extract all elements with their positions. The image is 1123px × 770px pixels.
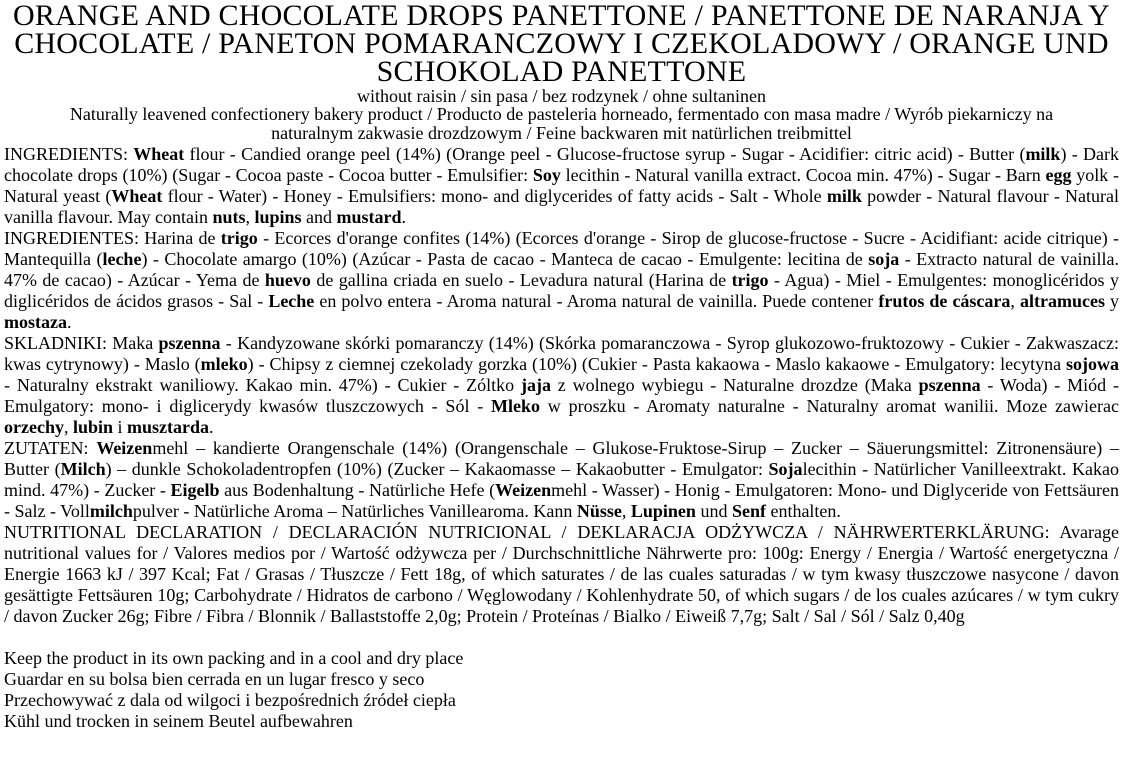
allergen-text: Milch (60, 459, 106, 479)
allergen-text: leche (102, 249, 142, 269)
allergen-text: musztarda (127, 417, 210, 437)
allergen-text: milch (89, 501, 133, 521)
allergen-text: mleko (200, 354, 248, 374)
allergen-text: lubin (72, 417, 114, 437)
allergen-text: Weizen (96, 438, 153, 458)
allergen-text: altramuces (1019, 291, 1105, 311)
allergen-text: sojowa (1065, 354, 1119, 374)
allergen-text: Lupinen (630, 501, 696, 521)
product-title: ORANGE AND CHOCOLATE DROPS PANETTONE / PANETTONE DE NARANJA Y CHOCOLATE / PANETON POMARANCZOWY I CZEKOLADOWY / ORANGE UND SCHOKOLAD PANETTONE (12, 0, 1110, 88)
allergen-text: Leche (268, 291, 315, 311)
allergen-text: jaja (520, 375, 551, 395)
allergen-text: trigo (220, 228, 258, 248)
allergen-text: mostaza (4, 312, 67, 332)
product-description: Naturally leavened confectionery bakery product / Producto de pasteleria horneado, fermentado con masa madre / Wyrób piekarniczy na naturalnym zakwasie drozdzowym / Feine backwaren mit natürlichen treibmittel (69, 104, 1054, 143)
nutrition-declaration: NUTRITIONAL DECLARATION / DECLARACIÓN NUTRICIONAL / DEKLARACJA ODŻYWCZA / NÄHRWERTERKLÄRUNG: Avarage nutritional values for / Valores medios por / Wartość odżywcza per / Durchschnittliche Nährwerte pro: 100g: Energy / Energia / Wartość energetyczna / Energie 1663 kJ / 397 Kcal; Fat / Grasas / Tłuszcze / Fett 18g, of which saturates / de las cuales saturadas / w tym kwasy tłuszczowe nasycone / davon gesättigte Fettsäuren 10g; Carbohydrate / Hidratos de carbono / Węglowodany / Kohlenhydrate 50, of which sugars / de los cuales azúcares / w tym cukry / davon Zucker 26g; Fibre / Fibra / Blonnik / Ballaststoffe 2,0g; Protein / Proteínas / Bialko / Eiweiß 7,7g; Salt / Sal / Sól / Salz 0,40g (4, 522, 1119, 626)
allergen-text: milk (826, 186, 862, 206)
allergen-text: frutos de cáscara (878, 291, 1011, 311)
allergen-text: Soja (768, 459, 803, 479)
ingredients-english: INGREDIENTS: Wheat flour - Candied orange peel (14%) (Orange peel - Glucose-fructose syrup - Sugar - Acidifier: citric acid) - Butter (milk) - Dark chocolate drops (10%) (Sugar - Cocoa paste - Cocoa butter - Emulsifier: Soy lecithin - Natural vanilla extract. Cocoa min. 47%) - Sugar - Barn egg yolk - Natural yeast (Wheat flour - Water) - Honey - Emulsifiers: mono- and diglycerides of fatty acids - Salt - Whole milk powder - Natural flavour - Natural vanilla flavour. May contain nuts, lupins and mustard. (4, 144, 1120, 227)
product-subtitle: without raisin / sin pasa / bez rodzynek / ohne sultaninen (357, 86, 766, 106)
allergen-text: Mleko (491, 396, 541, 416)
ingredients-spanish: INGREDIENTES: Harina de trigo - Ecorces d'orange confites (14%) (Ecorces d'orange - Sirop de glucose-fructose - Sucre - Acidifiant: acide citrique) - Mantequilla (leche) - Chocolate amargo (10%) (Azúcar - Pasta de cacao - Manteca de cacao - Emulgente: lecitina de soja - Extracto natural de vainilla. 47% de cacao) - Azúcar - Yema de huevo de gallina criada en suelo - Levadura natural (Harina de trigo - Agua) - Miel - Emulgentes: monoglicéridos y diglicéridos de ácidos grasos - Sal - Leche en polvo entera - Aroma natural - Aroma natural de vainilla. Puede contener frutos de cáscara, altramuces y mostaza. (4, 228, 1120, 332)
storage-spanish: Guardar en su bolsa bien cerrada en un lugar fresco y seco (4, 669, 425, 689)
allergen-text: Wheat (111, 186, 163, 206)
product-label (0, 2, 1123, 770)
allergen-text: Weizen (495, 480, 552, 500)
allergen-text: orzechy (4, 417, 64, 437)
storage-english: Keep the product in its own packing and in a cool and dry place (4, 648, 464, 668)
allergen-text: huevo (264, 270, 311, 290)
allergen-text: Soy (532, 165, 561, 185)
spacer (4, 627, 1119, 648)
allergen-text: nuts (212, 207, 246, 227)
allergen-text: Nüsse (576, 501, 622, 521)
storage-instructions (4, 648, 1119, 732)
allergen-text: Senf (731, 501, 766, 521)
allergen-text: Eigelb (170, 480, 220, 500)
allergen-text: trigo (731, 270, 769, 290)
allergen-text: soja (868, 249, 900, 269)
allergen-text: mustard (336, 207, 402, 227)
allergen-text: pszenna (918, 375, 981, 395)
ingredients-polish: SKLADNIKI: Maka pszenna - Kandyzowane skórki pomaranczy (14%) (Skórka pomaranczowa - Syrop glukozowo-fruktozowy - Cukier - Zakwaszacz: kwas cytrynowy) - Maslo (mleko) - Chipsy z ciemnej czekolady gorzka (10%) (Cukier - Pasta kakaowa - Maslo kakaowe - Emulgatory: lecytyna sojowa - Naturalny ekstrakt waniliowy. Kakao min. 47%) - Cukier - Zóltko jaja z wolnego wybiegu - Naturalne drozdze (Maka pszenna - Woda) - Miód - Emulgatory: mono- i diglicerydy kwasów tluszczowych - Sól - Mleko w proszku - Aromaty naturalne - Naturalny aromat wanilii. Moze zawierac orzechy, lubin i musztarda. (4, 333, 1119, 437)
allergen-text: milk (1025, 144, 1061, 164)
storage-german: Kühl und trocken in seinem Beutel aufbewahren (4, 711, 353, 731)
allergen-text: lupins (254, 207, 302, 227)
ingredients-german: ZUTATEN: Weizenmehl – kandierte Orangenschale (14%) (Orangenschale – Glukose-Fruktose-Sirup – Zucker – Säuerungsmittel: Zitronensäure) – Butter (Milch) – dunkle Schokoladentropfen (10%) (Zucker – Kakaomasse – Kakaobutter - Emulgator: Sojalecithin - Natürlicher Vanilleextrakt. Kakao mind. 47%) - Zucker - Eigelb aus Bodenhaltung - Natürliche Hefe (Weizenmehl - Wasser) - Honig - Emulgatoren: Mono- und Diglyceride von Fettsäuren - Salz - Vollmilchpulver - Natürliche Aroma – Natürliches Vanillearoma. Kann Nüsse, Lupinen und Senf enthalten. (4, 438, 1120, 521)
allergen-text: egg (1045, 165, 1072, 185)
allergen-text: pszenna (158, 333, 221, 353)
storage-polish: Przechowywać z dala od wilgoci i bezpośrednich źródeł ciepła (4, 690, 456, 710)
allergen-text: Wheat (133, 144, 185, 164)
